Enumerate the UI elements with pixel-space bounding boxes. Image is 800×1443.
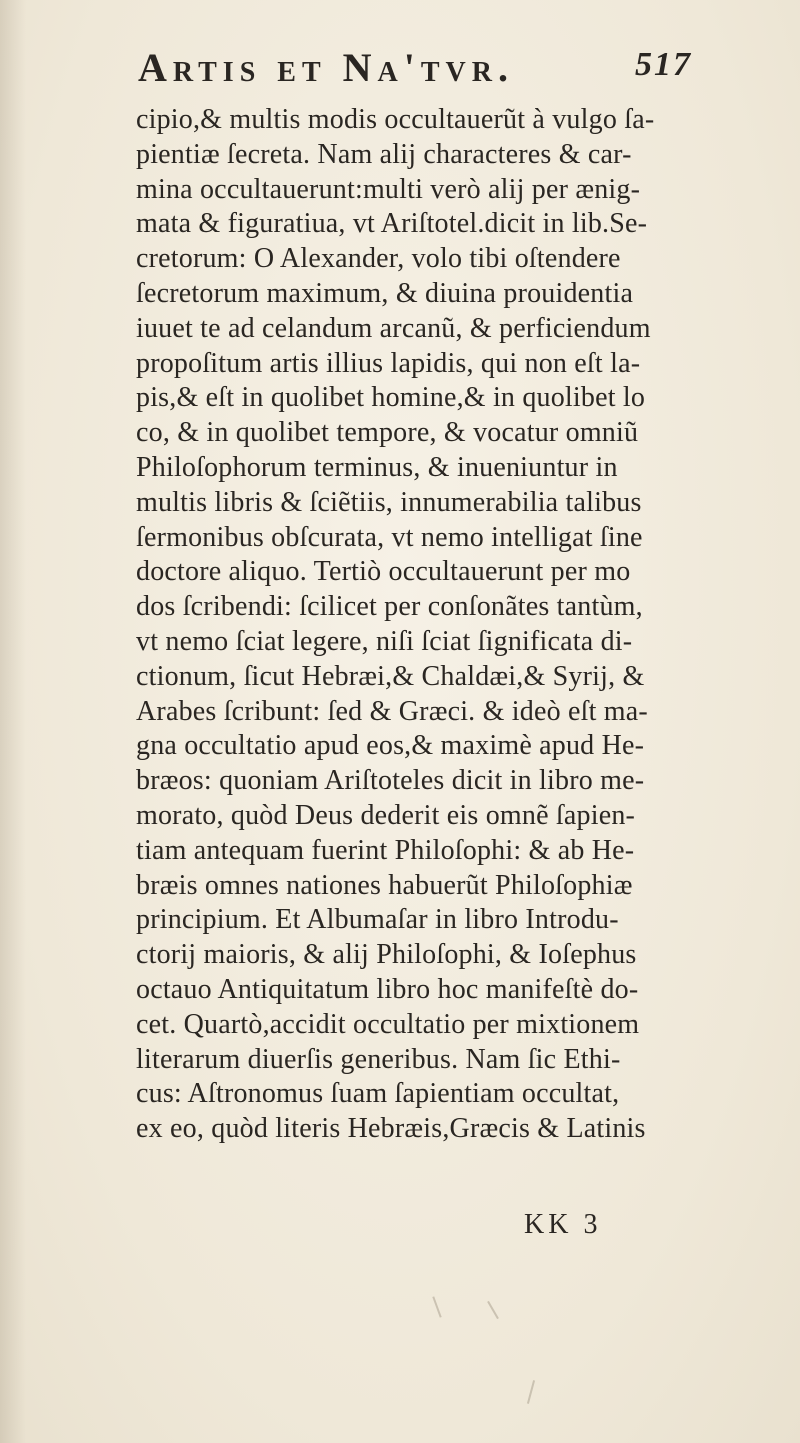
text-line: Philoſophorum terminus, & inueniuntur in bbox=[136, 451, 618, 483]
text-line: morato, quòd Deus dederit eis omnẽ ſapien- bbox=[136, 799, 636, 831]
text-line: literarum diuerſis generibus. Nam ſic Ethi- bbox=[136, 1043, 621, 1075]
text-line: pientiæ ſecreta. Nam alij characteres & car- bbox=[136, 138, 632, 170]
text-line: dos ſcribendi: ſcilicet per conſonãtes tantùm, bbox=[136, 591, 643, 623]
text-line: ex eo, quòd literis Hebræis,Græcis & Latinis bbox=[136, 1113, 646, 1145]
running-title: Artis et Na'tvr. bbox=[138, 45, 514, 90]
text-line: mina occultauerunt:multi verò alij per ænig- bbox=[136, 173, 641, 205]
text-line: cipio,& multis modis occultauerũt à vulgo ſa- bbox=[136, 104, 655, 135]
text-line: co, & in quolibet tempore, & vocatur omniũ bbox=[136, 417, 639, 449]
text-line: vt nemo ſciat legere, niſi ſciat ſignificata di- bbox=[136, 625, 633, 657]
body-text bbox=[136, 103, 726, 1147]
gutter-shadow bbox=[0, 0, 26, 1443]
text-line: multis libris & ſciẽtiis, innumerabilia talibus bbox=[136, 486, 642, 518]
text-line: cus: Aſtronomus ſuam ſapientiam occultat, bbox=[136, 1078, 620, 1110]
page-number: 517 bbox=[635, 46, 692, 83]
text-line: bræos: quoniam Ariſtoteles dicit in libro me- bbox=[136, 765, 645, 797]
text-line: cretorum: O Alexander, volo tibi oſtendere bbox=[136, 243, 621, 275]
text-line: doctore aliquo. Tertiò occultauerunt per mo bbox=[136, 556, 631, 588]
text-line: principium. Et Albumaſar in libro Introdu- bbox=[136, 904, 619, 936]
text-line: Arabes ſcribunt: ſed & Græci. & ideò eſt ma- bbox=[136, 695, 648, 727]
text-line: octauo Antiquitatum libro hoc manifeſtè do- bbox=[136, 973, 639, 1005]
paper-mark bbox=[432, 1296, 441, 1317]
text-line: mata & figuratiua, vt Ariſtotel.dicit in lib.Se- bbox=[136, 208, 648, 240]
text-line: iuuet te ad celandum arcanũ, & perficiendum bbox=[136, 312, 651, 344]
text-line: ctorij maioris, & alij Philoſophi, & Ioſephus bbox=[136, 939, 637, 971]
paper-mark bbox=[487, 1301, 499, 1319]
text-line: tiam antequam fuerint Philoſophi: & ab He- bbox=[136, 834, 635, 866]
footer-signature-row bbox=[136, 1209, 726, 1245]
text-line: bræis omnes nationes habuerũt Philoſophiæ bbox=[136, 869, 633, 901]
text-line: propoſitum artis illius lapidis, qui non eſt la- bbox=[136, 347, 641, 379]
text-line: ſermonibus obſcurata, vt nemo intelligat ſine bbox=[136, 521, 643, 553]
text-line: ſecretorum maximum, & diuina prouidentia bbox=[136, 277, 634, 309]
text-line: cet. Quartò,accidit occultatio per mixtionem bbox=[136, 1008, 640, 1040]
text-line: ctionum, ſicut Hebræi,& Chaldæi,& Syrij, & bbox=[136, 660, 645, 692]
text-line: gna occultatio apud eos,& maximè apud He- bbox=[136, 730, 645, 762]
signature-mark: KK 3 bbox=[524, 1209, 602, 1240]
text-line: pis,& eſt in quolibet homine,& in quolibet lo bbox=[136, 382, 646, 414]
page-header bbox=[138, 44, 698, 94]
paper-mark bbox=[527, 1380, 535, 1404]
